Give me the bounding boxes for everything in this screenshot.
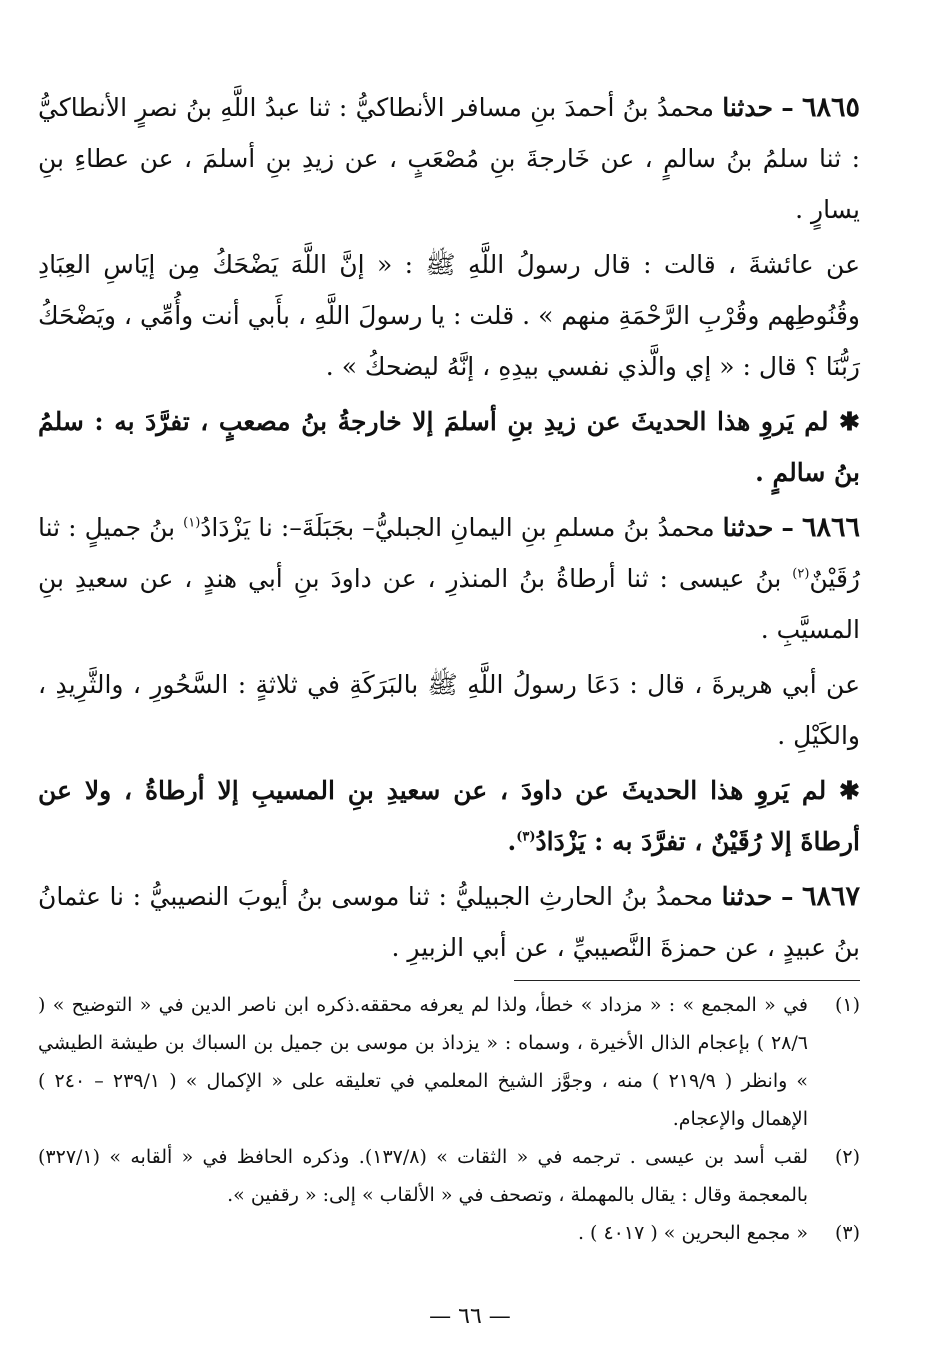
footnote-text: في « المجمع » : « مزداد » خطأ، ولذا لم يعرفه محققه.ذكره ابن ناصر الدين في « التوضيح » ( ٢٨/٦ ) بإعجام الذال الأخيرة ، وسماه : « يزداذ بن موسى بن جميل بن السباك بن طيشة الطيشي » وانظر ( ٢١٩/٩ ) منه ، وجوَّز الشيخ المعلمي في تعليقه على « الإكمال » ( ٢٣٩/١ – ٢٤٠ ) الإهمال والإعجام. xyxy=(38,994,809,1130)
isnad-text: محمدُ بنُ مسلمِ بنِ اليمانِ الجبليُّ– بجَبَلَةَ–: نا يَزْدَادُ xyxy=(200,513,715,542)
footnote-number: (٣) xyxy=(834,1222,860,1244)
hadith-number: ٦٨٦٥ xyxy=(802,92,861,123)
isnad-text: محمدُ بنُ الحارثِ الجبيليُّ : ثنا موسى بنُ أيوبَ النصيبيُّ : نا عثمانُ بنُ عبيدٍ ، عن حمزةَ النَّصيبيِّ ، عن أبي الزبيرِ . xyxy=(38,882,860,962)
footnote-separator xyxy=(514,980,860,981)
isnad-text: بنُ جميلٍ : ثنا رُقَيْنٌ xyxy=(38,513,861,593)
hadith-number: ٦٨٦٦ xyxy=(801,512,860,543)
note-end: . xyxy=(507,827,517,856)
main-text xyxy=(38,82,860,977)
hadith-keyword: حدثنا xyxy=(722,513,774,542)
footnote-ref-3: (٣) xyxy=(516,829,536,845)
footnote-ref-1: (١) xyxy=(183,515,201,531)
hadith-dash: – xyxy=(781,513,794,542)
hadith-6866-note xyxy=(38,765,860,867)
hadith-6865-note: ✱ لم يَروِ هذا الحديثَ عن زيدِ بنِ أسلمَ إلا خارجةُ بنُ مصعبٍ ، تفرَّدَ به : سلمُ بنُ سالمٍ . xyxy=(38,407,860,487)
footnote-text: « مجمع البحرين » ( ٤٠١٧ ) . xyxy=(577,1222,808,1244)
footnote-text: لقب أسد بن عيسى . ترجمه في « الثقات » (١٣٧/٨). وذكره الحافظ في « ألقابه » (٣٢٧/١) بالمعجمة وقال : يقال بالمهملة ، وتصحف في « الألقاب » إلى: « رقفين ». xyxy=(38,1146,808,1206)
footnote-3 xyxy=(38,1214,860,1252)
hadith-6867-isnad xyxy=(38,871,860,973)
footnotes xyxy=(38,986,860,1252)
hadith-dash: – xyxy=(781,93,794,122)
footnote-number: (٢) xyxy=(834,1146,860,1168)
isnad-text: محمدُ بنُ أحمدَ بنِ مسافر الأنطاكيُّ : ثنا عبدُ اللَّهِ بنُ نصرٍ الأنطاكيُّ : ثنا سلمُ بنُ سالمٍ ، عن خَارجةَ بنِ مُصْعَبٍ ، عن زيدِ بنِ أسلمَ ، عن عطاءِ بنِ يسارٍ . xyxy=(38,93,860,224)
hadith-keyword: حدثنا xyxy=(721,882,773,911)
page-number: — ٦٦ — xyxy=(429,1304,511,1329)
hadith-6865-matn: عن عائشةَ ، قالت : قال رسولُ اللَّهِ ﷺ : « إنَّ اللَّهَ يَضْحَكُ مِن إيَاسِ العِبَادِ وقُنُوطِهم وقُرْبِ الرَّحْمَةِ منهم » . قلت : يا رسولَ اللَّهِ ، بأَبي أنت وأُمِّي ، ويَضْحَكُ رَبُّنَا ؟ قال : « إي والَّذي نفسي بيدِهِ ، إنَّهُ ليضحكُ » . xyxy=(38,250,860,381)
note-text: ✱ لم يَروِ هذا الحديثَ عن داودَ ، عن سعيدِ بنِ المسيبِ إلا أرطاةُ ، ولا عن أرطاةَ إلا رُقَيْنٌ ، تفرَّدَ به : يَزْدَادُ xyxy=(38,776,860,856)
footnote-2 xyxy=(38,1138,860,1214)
hadith-6866-isnad xyxy=(38,502,860,655)
footnote-number: (١) xyxy=(834,994,860,1016)
hadith-number: ٦٨٦٧ xyxy=(802,881,861,912)
footnote-ref-2: (٢) xyxy=(792,566,810,582)
hadith-6866-matn: عن أبي هريرةَ ، قال : دَعَا رسولُ اللَّهِ ﷺ بالبَرَكَةِ في ثلاثةٍ : السَّحُورِ ، والثَّرِيدِ ، والكَيْلِ . xyxy=(38,670,860,750)
footnote-1 xyxy=(38,986,860,1138)
isnad-text: بنُ عيسى : ثنا أرطاةُ بنُ المنذرِ ، عن داودَ بنِ أبي هندٍ ، عن سعيدِ بنِ المسيَّبِ . xyxy=(38,564,860,644)
hadith-keyword: حدثنا xyxy=(722,93,773,122)
hadith-6865-isnad xyxy=(38,82,860,235)
hadith-dash: – xyxy=(780,882,794,911)
